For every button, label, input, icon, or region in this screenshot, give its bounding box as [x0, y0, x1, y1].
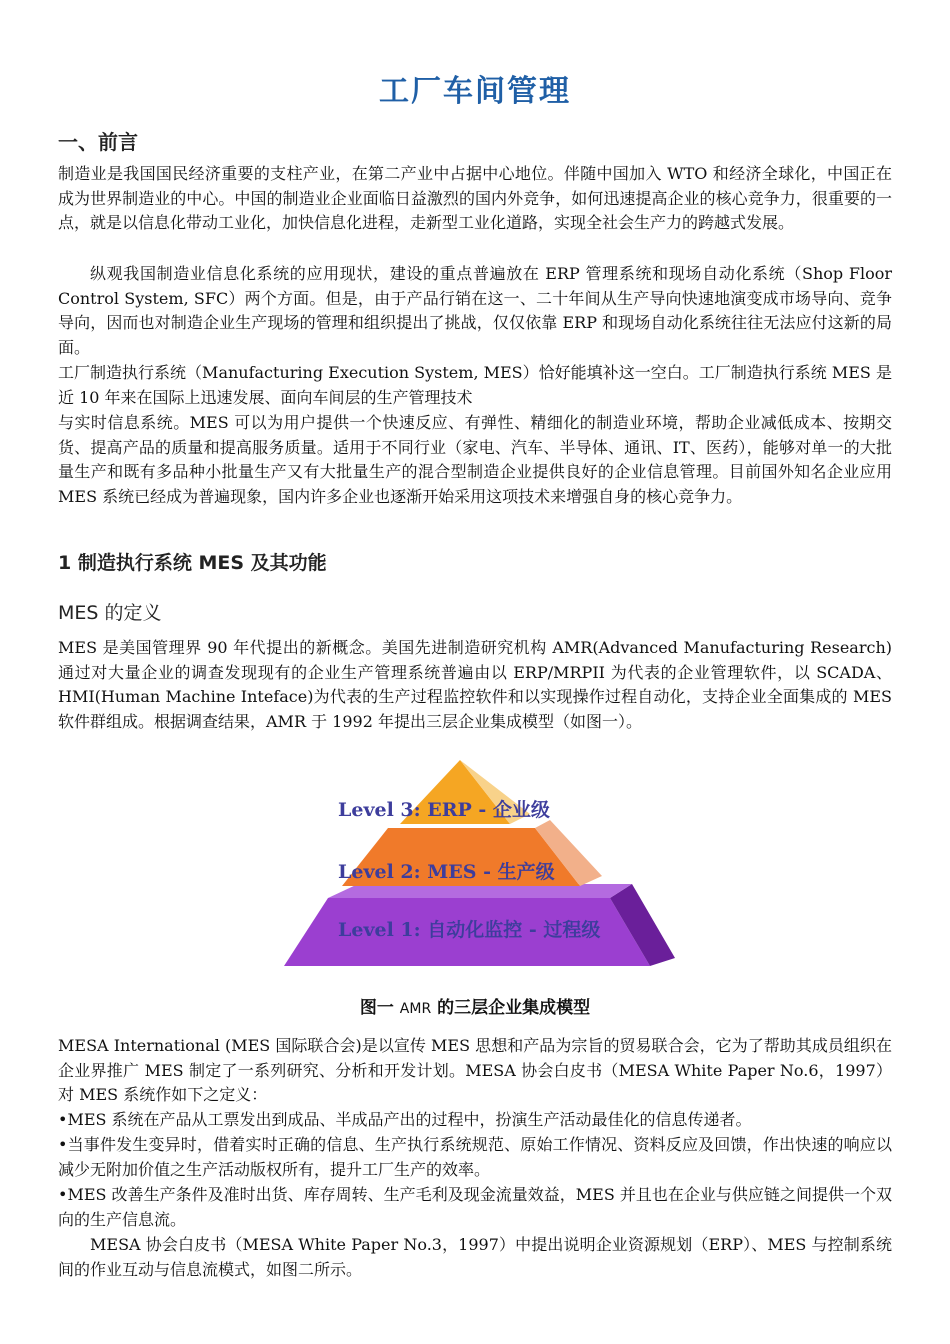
mesa-bullet-3: •MES 改善生产条件及准时出货、库存周转、生产毛利及现金流量效益，MES 并且也在企业与供应链之间提供一个双向的生产信息流。 [58, 1185, 892, 1229]
mesa-bullet-2: •当事件发生变异时，借着实时正确的信息、生产执行系统规范、原始工作情况、资料反应及回馈，作出快速的响应以减少无附加价值之生产活动版权所有，提升工厂生产的效率。 [58, 1135, 892, 1179]
pyramid-level-1-label: Level 1: 自动化监控 - 过程级 [338, 919, 601, 941]
caption-amr: AMR [399, 1001, 432, 1017]
caption-suffix: 的三层企业集成模型 [431, 998, 591, 1018]
subsection-heading-definition: MES 的定义 [58, 602, 162, 624]
intro-paragraph-1: 制造业是我国国民经济重要的支柱产业，在第二产业中占据中心地位。伴随中国加入 WTO 和经济全球化，中国正在成为世界制造业的中心。中国的制造业企业面临日益激烈的国内外竞争，如何迅速提高企业的核心竞争力，很重要的一点，就是以信息化带动工业化，加快信息化进程，走新型工业化道路，实现全社会生产力的跨越式发展。 [58, 164, 892, 233]
definition-paragraph: MES 是美国管理界 90 年代提出的新概念。美国先进制造研究机构 AMR(Advanced Manufacturing Research)通过对大量企业的调查发现现有的企业生产管理系统普遍由以 ERP/MRPII 为代表的企业管理软件，以 SCADA、HMI(Human Machine Inteface)为代表的生产过程监控软件和以实现操作过程自动化，支持企业全面集成的 MES 软件群组成。根据调查结果，AMR 于 1992 年提出三层企业集成模型（如图一）。 [58, 638, 892, 731]
intro-paragraph-4: 与实时信息系统。MES 可以为用户提供一个快速反应、有弹性、精细化的制造业环境，帮助企业减低成本、按期交货、提高产品的质量和提高服务质量。适用于不同行业（家电、汽车、半导体、通讯、IT、医药），能够对单一的大批量生产和既有多品种小批量生产又有大批量生产的混合型制造企业提供良好的企业信息管理。目前国外知名企业应用 MES 系统已经成为普遍现象，国内许多企业也逐渐开始采用这项技术来增强自身的核心竞争力。 [58, 413, 892, 506]
intro-paragraph-3: 工厂制造执行系统（Manufacturing Execution System, MES）恰好能填补这一空白。工厂制造执行系统 MES 是近 10 年来在国际上迅速发展、面向车间层的生产管理技术 [58, 363, 892, 407]
page-title: 工厂车间管理 [379, 74, 571, 109]
mesa-paragraph-1: MESA International (MES 国际联合会)是以宣传 MES 思想和产品为宗旨的贸易联合会，它为了帮助其成员组织在企业界推广 MES 制定了一系列研究、分析和开发计划。MESA 协会白皮书（MESA White Paper No.6，1997）对 MES 系统作如下之定义： [58, 1036, 892, 1105]
mesa-paragraph-2: MESA 协会白皮书（MESA White Paper No.3，1997）中提出说明企业资源规划（ERP）、MES 与控制系统间的作业互动与信息流模式，如图二所示。 [58, 1235, 892, 1279]
pyramid-tier-1-top [328, 884, 632, 898]
figure-caption [0, 993, 950, 1018]
mesa-bullet-1: •MES 系统在产品从工票发出到成品、半成品产出的过程中，扮演生产活动最佳化的信息传递者。 [58, 1110, 752, 1129]
three-layer-pyramid-figure [280, 758, 680, 973]
pyramid-diagram [280, 758, 680, 973]
section-heading-preface: 一、前言 [58, 130, 138, 154]
pyramid-level-2-label: Level 2: MES - 生产级 [338, 861, 555, 883]
caption-prefix: 图一 [359, 998, 400, 1018]
section-heading-mes: 1 制造执行系统 MES 及其功能 [58, 552, 327, 574]
pyramid-level-3-label: Level 3: ERP - 企业级 [338, 799, 550, 821]
intro-paragraph-2: 纵观我国制造业信息化系统的应用现状，建设的重点普遍放在 ERP 管理系统和现场自动化系统（Shop Floor Control System, SFC）两个方面。但是，由于产品行销在这一、二十年间从生产导向快速地演变成市场导向、竞争导向，因而也对制造企业生产现场的管理和组织提出了挑战，仅仅依靠 ERP 和现场自动化系统往往无法应付这新的局面。 [58, 264, 892, 357]
